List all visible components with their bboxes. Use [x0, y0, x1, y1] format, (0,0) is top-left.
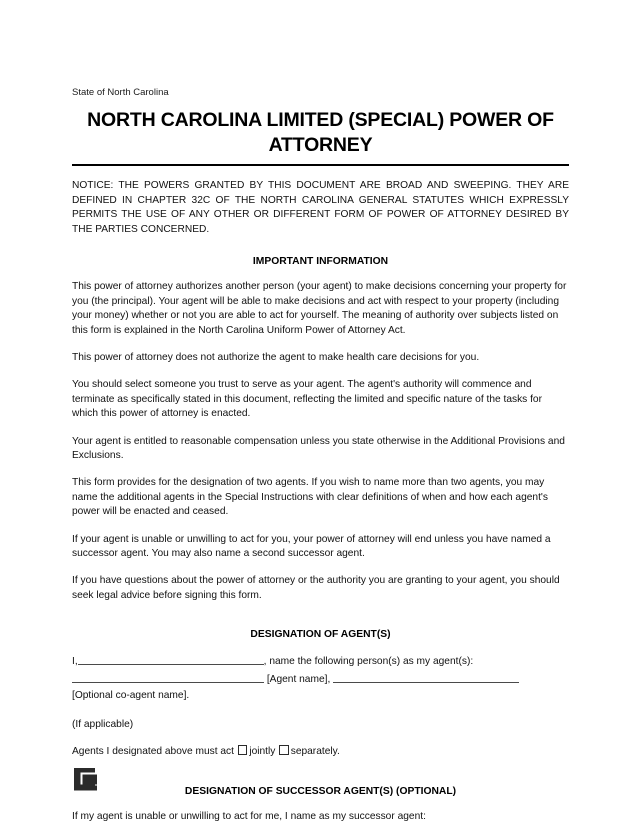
paragraph-successor-agent: If your agent is unable or unwilling to act for you, your power of attorney will end unless you have named a successor agent. You may also name a second successor agent. — [72, 533, 551, 560]
logo-icon — [74, 768, 100, 794]
agents-act-line — [72, 745, 569, 759]
paragraph-authorization: This power of attorney authorizes another person (your agent) to make decisions concerning your property for you (the principal). Your agent will be able to make decisions and act with respect to your property (including your money) whether or not you are able to act for yourself. The meaning of authority over subjects listed on this form is explained in the North Carolina Uniform Power of Attorney Act. — [72, 281, 567, 336]
page-title: NORTH CAROLINA LIMITED (SPECIAL) POWER OF ATTORNEY — [87, 109, 554, 156]
paragraph-legal-advice: If you have questions about the power of attorney or the authority you are granting to your agent, you should seek legal advice before signing this form. — [72, 575, 560, 601]
legal-templates-logo — [74, 768, 100, 794]
paragraph-health-care: This power of attorney does not authorize the agent to make health care decisions for you. — [72, 352, 480, 363]
coagent-name-blank[interactable] — [333, 671, 519, 683]
coagent-name-label: [Optional co-agent name]. — [72, 690, 190, 702]
paragraph-two-agents: This form provides for the designation of two agents. If you wish to name more than two agents, you may name the additional agents in the Special Instructions with clear definitions of when and how each agent's power will be enacted and ceased. — [72, 477, 548, 518]
successor-agent-text: If my agent is unable or unwilling to act for me, I name as my successor agent: — [72, 810, 426, 822]
checkbox-separately[interactable] — [279, 745, 289, 755]
state-label: State of North Carolina — [72, 87, 169, 98]
section-heading-designation-of-agents: DESIGNATION OF AGENT(S) — [250, 629, 391, 641]
agent-name-label: [Agent name], — [266, 673, 331, 685]
agent-name-blank[interactable] — [72, 671, 264, 683]
section-heading-designation-of-successor-agents: DESIGNATION OF SUCCESSOR AGENT(S) (OPTIONAL) — [184, 785, 457, 797]
document-body — [72, 86, 569, 828]
paragraph-compensation: Your agent is entitled to reasonable compensation unless you state otherwise in the Additional Provisions and Exclusions. — [72, 435, 565, 462]
principal-line-suffix: , name the following person(s) as my agent(s): — [263, 656, 474, 668]
paragraph-select-agent: You should select someone you trust to serve as your agent. The agent's authority will commence and terminate as specifically stated in this document, reflecting the limited and specific nature of the tasks for which this power of attorney is enacted. — [72, 379, 542, 420]
principal-line-prefix: I, — [72, 656, 78, 668]
agent-name-line — [72, 671, 569, 689]
agent-designation-block — [72, 653, 569, 705]
principal-name-line — [72, 653, 569, 671]
agents-act-prefix: Agents I designated above must act — [72, 746, 234, 758]
principal-name-blank[interactable] — [78, 653, 264, 665]
notice-paragraph: NOTICE: THE POWERS GRANTED BY THIS DOCUMENT ARE BROAD AND SWEEPING. THEY ARE DEFINED IN CHAPTER 32C OF THE NORTH CAROLINA GENERAL STATUTES WHICH EXPRESSLY PERMITS THE USE OF ANY OTHER OR DIFFERENT FORM OF POWER OF ATTORNEY DESIRED BY THE PARTIES CONCERNED. — [72, 180, 569, 235]
checkbox-jointly[interactable] — [238, 745, 248, 755]
if-applicable-note: (If applicable) — [72, 718, 134, 730]
section-heading-important-information: IMPORTANT INFORMATION — [252, 256, 389, 268]
label-separately: separately. — [290, 746, 340, 758]
label-jointly: jointly — [249, 746, 276, 758]
title-divider — [72, 164, 569, 166]
